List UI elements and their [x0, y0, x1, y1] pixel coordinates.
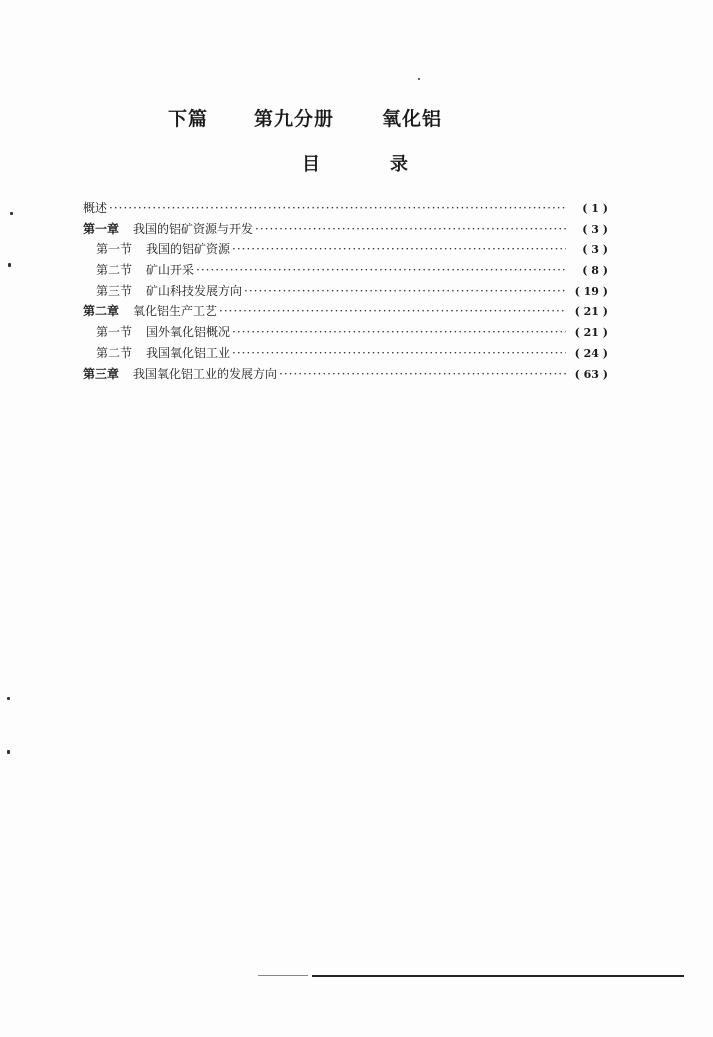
toc-entry-label: 第二节 — [96, 345, 133, 360]
toc-entry-page: ( 3 ) — [582, 222, 608, 236]
toc-entry-label: 第一节 — [96, 242, 133, 257]
toc-entry-page: ( 1 ) — [582, 202, 608, 215]
toc-entry-label: 第二章 — [83, 304, 120, 319]
scan-speck — [7, 697, 10, 700]
scan-speck — [418, 78, 420, 80]
toc-entry-label: 第一节 — [96, 325, 133, 340]
book-title — [168, 104, 442, 131]
scan-edge-line — [312, 975, 684, 977]
scan-speck — [10, 212, 13, 215]
toc-leader-dots — [219, 301, 566, 322]
toc-entry-page: ( 8 ) — [582, 264, 608, 278]
toc-leader-dots — [244, 281, 566, 302]
toc-entry-chapter-3[interactable] — [83, 364, 608, 385]
toc-entry-chapter-1[interactable] — [83, 219, 608, 240]
title-subject: 氧化铝 — [382, 108, 443, 130]
toc-entry-title: 我国氧化铝工业的发展方向 — [133, 366, 278, 381]
toc-entry-title: 矿山开采 — [146, 263, 195, 278]
toc-entry-ch1-sec3[interactable] — [83, 281, 608, 302]
toc-leader-dots — [232, 343, 566, 364]
toc-entry-label: 第三节 — [96, 283, 133, 298]
toc-entry-label: 第二节 — [96, 263, 133, 278]
toc-entry-title: 我国的铝矿资源 — [146, 242, 231, 257]
title-part: 下篇 — [168, 108, 209, 130]
toc-entry-title: 我国氧化铝工业 — [146, 345, 231, 360]
toc-entry-title: 国外氧化铝概况 — [146, 325, 231, 340]
toc-entry-chapter-2[interactable] — [83, 301, 608, 322]
toc-entry-ch1-sec2[interactable] — [83, 260, 608, 281]
toc-leader-dots — [109, 198, 566, 219]
toc-heading-char-1: 目 — [302, 154, 320, 175]
table-of-contents — [83, 198, 608, 384]
title-volume: 第九分册 — [254, 108, 335, 130]
toc-entry-page: ( 63 ) — [574, 367, 608, 381]
toc-entry-overview[interactable] — [83, 198, 608, 219]
scan-speck — [7, 750, 10, 754]
toc-entry-page: ( 19 ) — [574, 284, 608, 298]
toc-entry-ch2-sec1[interactable] — [83, 322, 608, 343]
toc-entry-title: 矿山科技发展方向 — [146, 283, 243, 298]
toc-entry-page: ( 21 ) — [574, 305, 608, 319]
toc-leader-dots — [279, 364, 566, 385]
toc-leader-dots — [255, 219, 566, 240]
toc-heading — [302, 150, 408, 176]
toc-entry-ch1-sec1[interactable] — [83, 239, 608, 260]
toc-entry-title: 概述 — [83, 201, 108, 215]
scan-speck — [8, 263, 11, 267]
toc-entry-title: 我国的铝矿资源与开发 — [133, 221, 254, 236]
scan-edge-line-faint — [258, 975, 308, 976]
toc-entry-label: 第一章 — [83, 221, 120, 236]
toc-entry-page: ( 21 ) — [574, 326, 608, 340]
toc-entry-ch2-sec2[interactable] — [83, 343, 608, 364]
toc-leader-dots — [196, 260, 566, 281]
toc-leader-dots — [232, 239, 566, 260]
toc-entry-label: 第三章 — [83, 366, 120, 381]
toc-entry-page: ( 24 ) — [574, 346, 608, 360]
toc-leader-dots — [232, 322, 566, 343]
toc-entry-title: 氧化铝生产工艺 — [133, 304, 218, 319]
toc-entry-page: ( 3 ) — [582, 243, 608, 257]
toc-heading-char-2: 录 — [390, 154, 408, 175]
